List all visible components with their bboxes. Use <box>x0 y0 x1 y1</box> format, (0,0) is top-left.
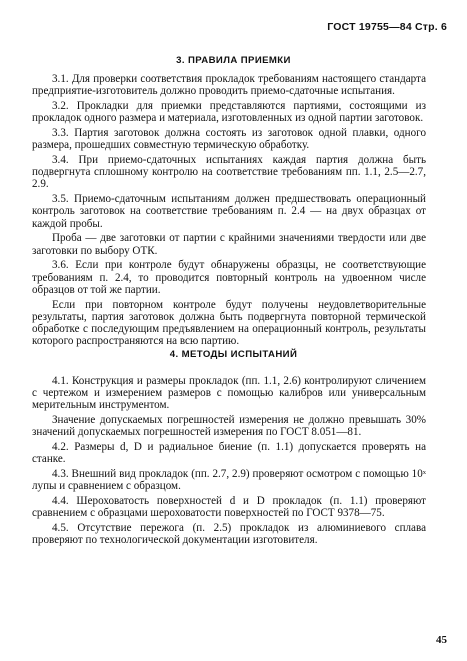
paragraph-3-2: 3.2. Прокладки для приемки представляются партиями, состоящими из прокладок одного размера и материала, изготовленных из одной партии заготовок. <box>32 100 426 125</box>
paragraph-4-5: 4.5. Отсутствие пережога (п. 2.5) прокладок из алюминиевого сплава проверяют по технологической документации изготовителя. <box>32 522 426 547</box>
page-number: 45 <box>436 634 447 646</box>
paragraph-3-6: 3.6. Если при контроле будут обнаружены образцы, не соответствующие требованиям п. 2.4, то проводится повторный контроль на удвоенном числе образцов от той же партии. <box>32 259 426 296</box>
paragraph-4-4: 4.4. Шероховатость поверхностей d и D прокладок (п. 1.1) проверяют сравнением с образцами шероховатости поверхностей по ГОСТ 9378—75. <box>32 495 426 520</box>
paragraph-repeat-control: Если при повторном контроле будут получены неудовлетворительные результаты, партия заготовок должна быть подвергнута повторной термической обработке с последующим предъявлением на операционный контроль, результаты которого распространяются на всю партию. <box>32 298 426 348</box>
section-title-acceptance-rules: 3. ПРАВИЛА ПРИЕМКИ <box>176 55 291 66</box>
section-body-test-methods <box>32 375 426 549</box>
paragraph-3-4: 3.4. При приемо-сдаточных испытаниях каждая партия должна быть подвергнута сплошному контролю на соответствие требованиям пп. 1.1, 2.5—2.7, 2.9. <box>32 154 426 191</box>
paragraph-measurement-error: Значение допускаемых погрешностей измерения не должно превышать 30% значений допускаемых погрешностей измерения по ГОСТ 8.051—81. <box>32 414 426 439</box>
paragraph-sample-definition: Проба — две заготовки от партии с крайними значениями твердости или две заготовки по выбору ОТК. <box>32 232 426 257</box>
paragraph-4-1: 4.1. Конструкция и размеры прокладок (пп. 1.1, 2.6) контролируют сличением с чертежом и измерением размеров с помощью калибров или универсальным мерительным инструментом. <box>32 375 426 412</box>
paragraph-4-2: 4.2. Размеры d, D и радиальное биение (п. 1.1) допускается проверять на станке. <box>32 441 426 466</box>
page-header: ГОСТ 19755—84 Стр. 6 <box>327 21 447 33</box>
paragraph-3-1: 3.1. Для проверки соответствия прокладок требованиям настоящего стандарта предприятие-изготовитель должно проводить приемо-сдаточные испытания. <box>32 73 426 98</box>
section-title-test-methods: 4. МЕТОДЫ ИСПЫТАНИЙ <box>169 349 298 360</box>
section-body-acceptance-rules <box>32 73 426 350</box>
paragraph-3-5: 3.5. Приемо-сдаточным испытаниям должен предшествовать операционный контроль заготовок на соответствие требованиям п. 2.4 — на двух образцах от каждой пробы. <box>32 193 426 230</box>
paragraph-3-3: 3.3. Партия заготовок должна состоять из заготовок одной плавки, одного размера, прошедших совместную термическую обработку. <box>32 127 426 152</box>
paragraph-4-3: 4.3. Внешний вид прокладок (пп. 2.7, 2.9) проверяют осмотром с помощью 10ˣ лупы и сравнением с образцом. <box>32 468 426 493</box>
